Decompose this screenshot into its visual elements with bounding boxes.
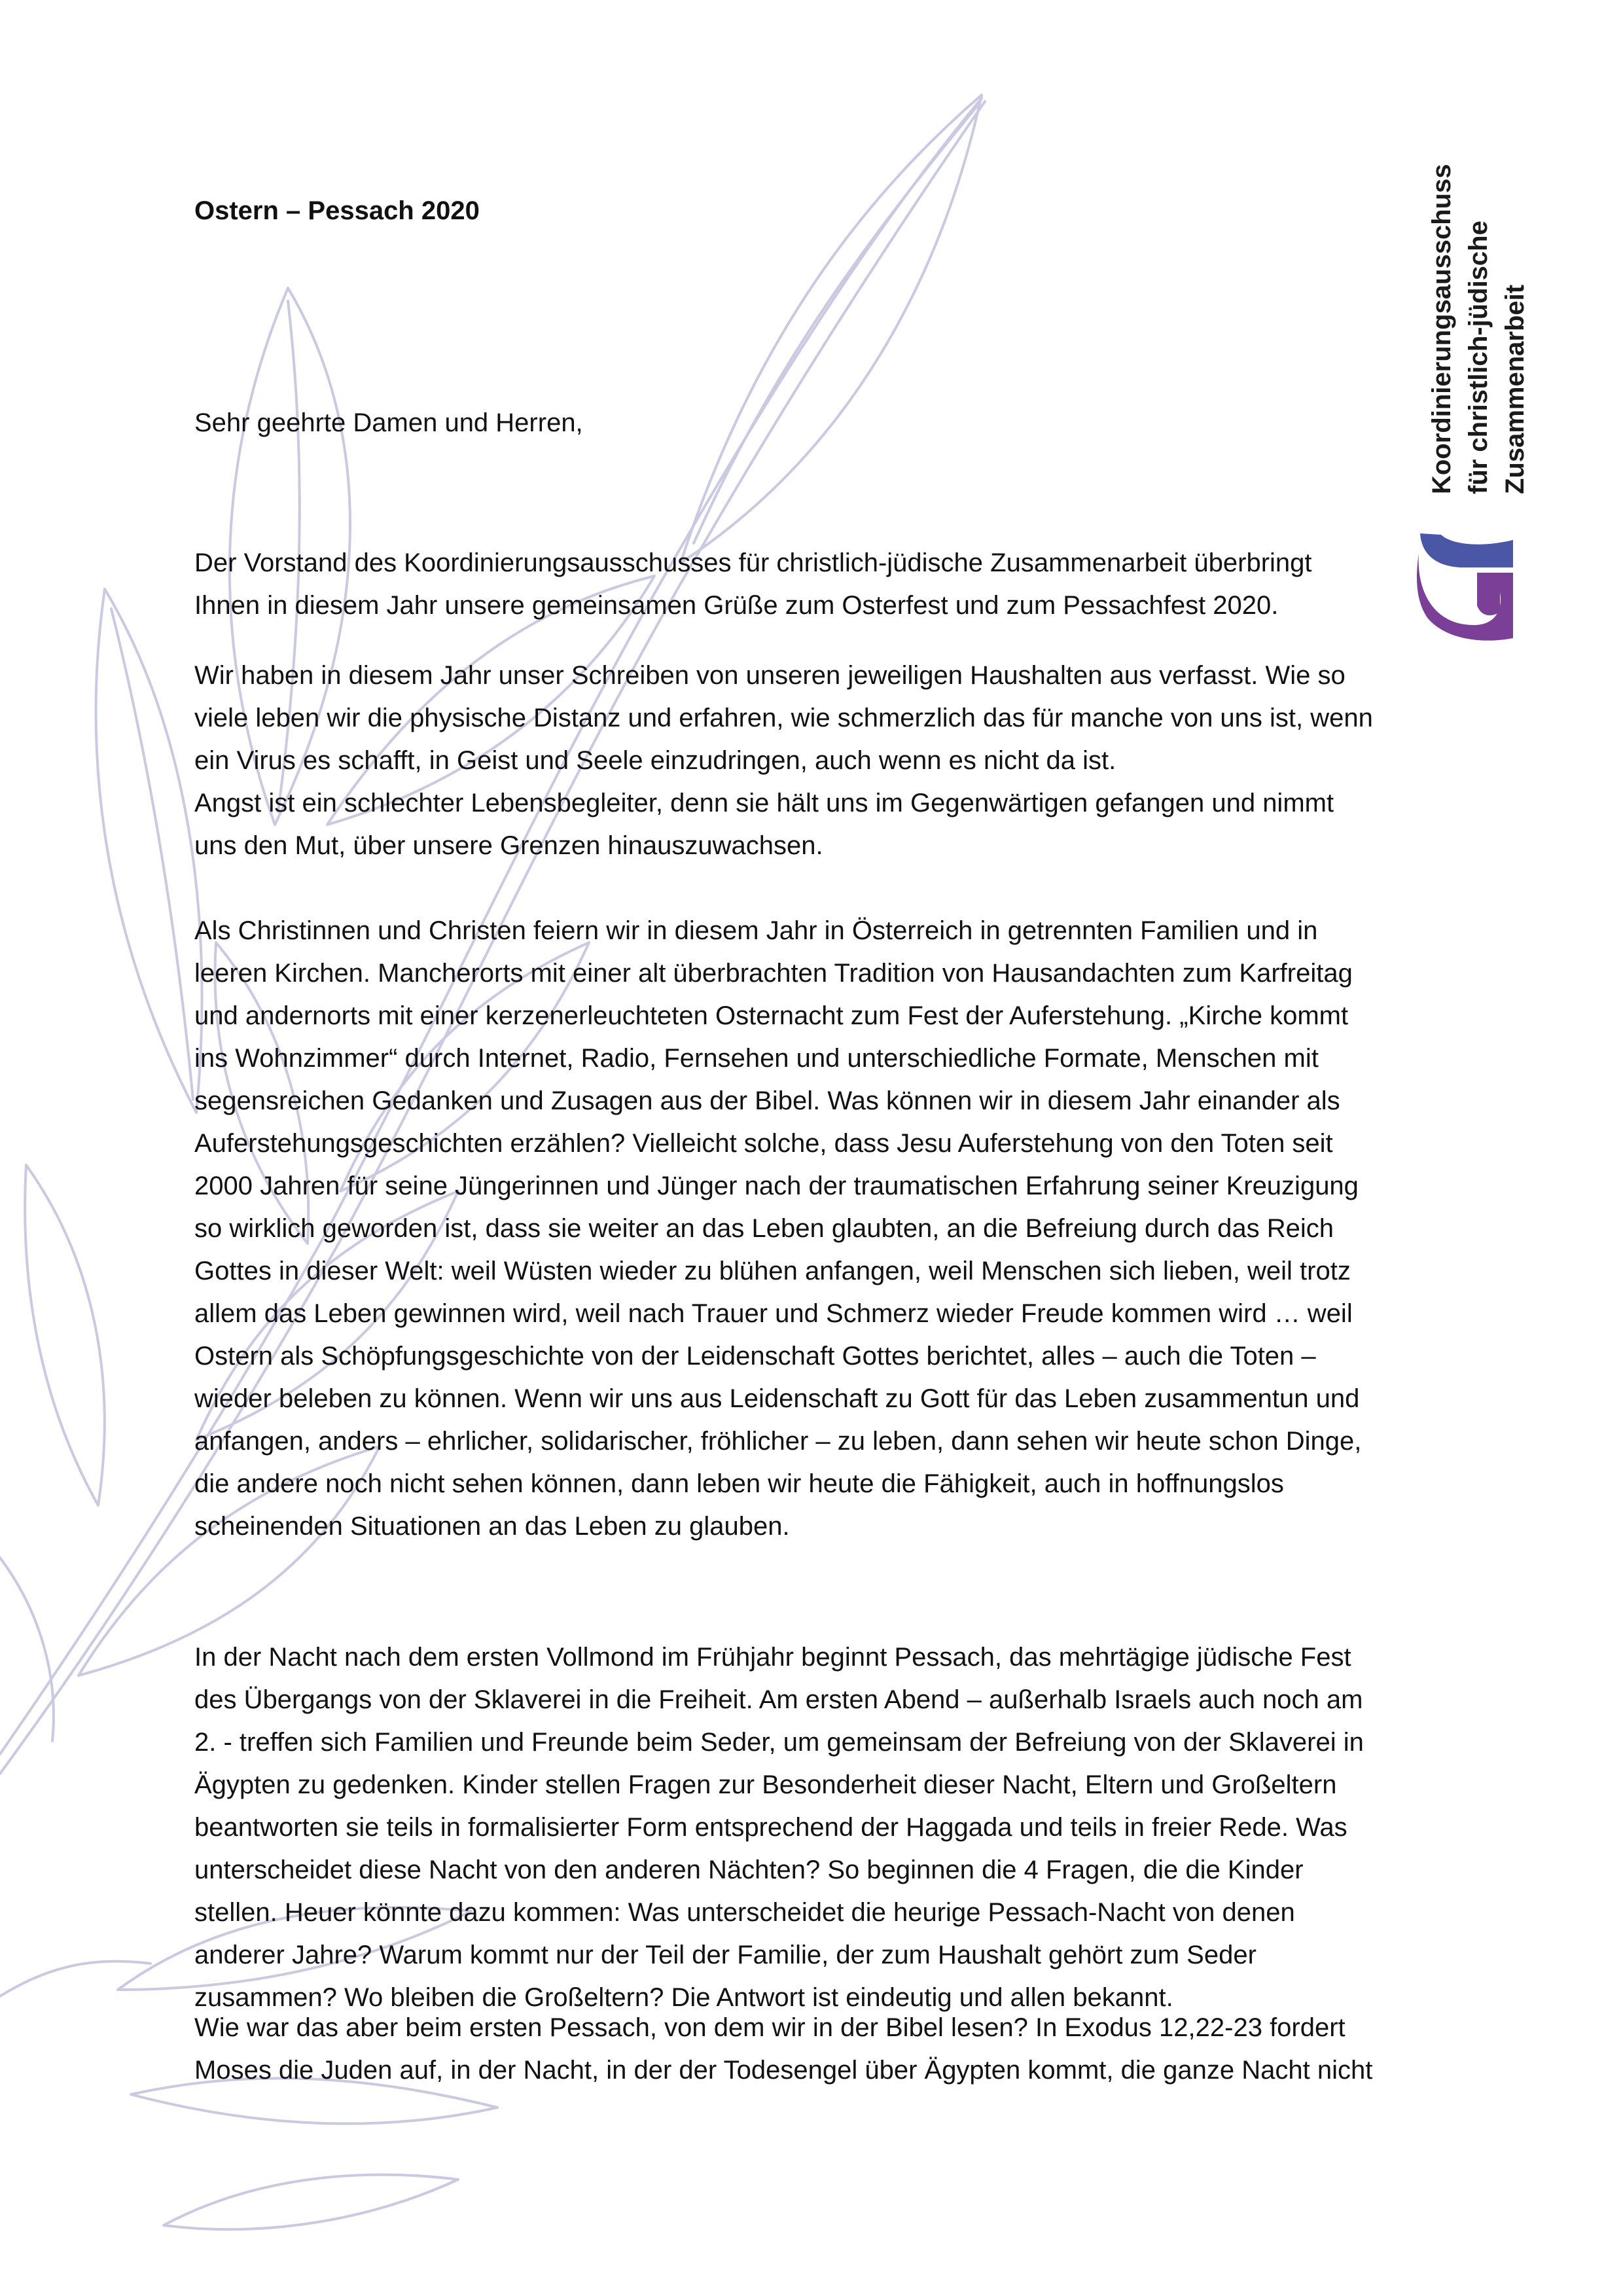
logo-line: für christlich-jüdische — [1464, 221, 1493, 494]
text-line: Ostern als Schöpfungsgeschichte von der Leidenschaft Gottes berichtet, alles – auch die Toten – — [194, 1342, 1316, 1371]
text-line: wieder beleben zu können. Wenn wir uns aus Leidenschaft zu Gott für das Leben zusammentun und — [194, 1384, 1360, 1413]
text-line: Auferstehungsgeschichten erzählen? Vielleicht solche, dass Jesu Auferstehung von den Toten seit — [194, 1129, 1333, 1158]
logo-line: Zusammenarbeit — [1501, 284, 1529, 494]
text-line: so wirklich geworden ist, dass sie weiter an das Leben glaubten, an die Befreiung durch das Reich — [194, 1214, 1334, 1243]
text-line: unterscheidet diese Nacht von den anderen Nächten? So beginnen die 4 Fragen, die die Kinder — [194, 1856, 1304, 1884]
text-line: zusammen? Wo bleiben die Großeltern? Die Antwort ist eindeutig und allen bekannt. — [194, 1983, 1173, 2012]
text-line: und andernorts mit einer kerzenerleuchteten Osternacht zum Fest der Auferstehung. „Kirche kommt — [194, 1001, 1349, 1030]
text-line: Moses die Juden auf, in der Nacht, in der der Todesengel über Ägypten kommt, die ganze Nacht nicht — [194, 2056, 1373, 2085]
logo-line: Koordinierungsausschuss — [1427, 164, 1456, 494]
text-line: Wie war das aber beim ersten Pessach, von dem wir in der Bibel lesen? In Exodus 12,22-23 fordert — [194, 2013, 1346, 2042]
text-line: anderer Jahre? Warum kommt nur der Teil der Familie, der zum Haushalt gehört zum Seder — [194, 1941, 1257, 1969]
text-line: Als Christinnen und Christen feiern wir in diesem Jahr in Österreich in getrennten Familien und in — [194, 916, 1318, 945]
text-line: Gottes in dieser Welt: weil Wüsten wieder zu blühen anfangen, weil Menschen sich lieben, weil trotz — [194, 1257, 1351, 1285]
paragraph-pessach — [194, 1636, 1438, 2019]
text-line: scheinenden Situationen an das Leben zu glauben. — [194, 1512, 790, 1541]
text-line: Wir haben in diesem Jahr unser Schreiben von unseren jeweiligen Haushalten aus verfasst. Wie so — [194, 661, 1346, 690]
text-line: anfangen, anders – ehrlicher, solidarischer, fröhlicher – zu leben, dann sehen wir heute schon Dinge, — [194, 1427, 1362, 1456]
text-line: Der Vorstand des Koordinierungsausschusses für christlich-jüdische Zusammenarbeit überbringt — [194, 548, 1312, 577]
paragraph-greeting — [194, 542, 1438, 627]
text-line: 2000 Jahren für seine Jüngerinnen und Jünger nach der traumatischen Erfahrung seiner Kreuzigung — [194, 1172, 1359, 1200]
text-line: Ihnen in diesem Jahr unsere gemeinsamen Grüße zum Osterfest und zum Pessachfest 2020. — [194, 591, 1279, 620]
text-line: leeren Kirchen. Mancherorts mit einer alt überbrachten Tradition von Hausandachten zum Karfreitag — [194, 959, 1353, 988]
letter-title: Ostern – Pessach 2020 — [194, 196, 480, 225]
text-line: segensreichen Gedanken und Zusagen aus der Bibel. Was können wir in diesem Jahr einander als — [194, 1086, 1340, 1115]
paragraph-exodus — [194, 2007, 1438, 2092]
text-line: des Übergangs von der Sklaverei in die Freiheit. Am ersten Abend – außerhalb Israels auch noch am — [194, 1685, 1363, 1714]
text-line: Angst ist ein schlechter Lebensbegleiter, denn sie hält uns im Gegenwärtigen gefangen und nimmt — [194, 789, 1334, 817]
text-line: In der Nacht nach dem ersten Vollmond im Frühjahr beginnt Pessach, das mehrtägige jüdische Fest — [194, 1643, 1351, 1672]
text-line: 2. - treffen sich Familien und Freunde beim Seder, um gemeinsam der Befreiung von der Sklaverei in — [194, 1728, 1364, 1757]
text-line: Ägypten zu gedenken. Kinder stellen Fragen zur Besonderheit dieser Nacht, Eltern und Großeltern — [194, 1770, 1337, 1799]
text-line: uns den Mut, über unsere Grenzen hinauszuwachsen. — [194, 831, 823, 860]
text-line: ein Virus es schafft, in Geist und Seele einzudringen, auch wenn es nicht da ist. — [194, 746, 1116, 775]
text-line: stellen. Heuer könnte dazu kommen: Was unterscheidet die heurige Pessach-Nacht von denen — [194, 1898, 1295, 1927]
text-line: viele leben wir die physische Distanz und erfahren, wie schmerzlich das für manche von uns ist, wenn — [194, 704, 1373, 732]
paragraph-easter — [194, 910, 1438, 1548]
text-line: beantworten sie teils in formalisierter Form entsprechend der Haggada und teils in freier Rede. Was — [194, 1813, 1347, 1842]
text-line: ins Wohnzimmer“ durch Internet, Radio, Fernsehen und unterschiedliche Formate, Menschen mit — [194, 1044, 1319, 1073]
text-line: allem das Leben gewinnen wird, weil nach Trauer und Schmerz wieder Freude kommen wird … weil — [194, 1299, 1353, 1328]
paragraph-household — [194, 655, 1438, 867]
salutation: Sehr geehrte Damen und Herren, — [194, 408, 583, 437]
text-line: die andere noch nicht sehen können, dann leben wir heute die Fähigkeit, auch in hoffnungslos — [194, 1469, 1284, 1498]
